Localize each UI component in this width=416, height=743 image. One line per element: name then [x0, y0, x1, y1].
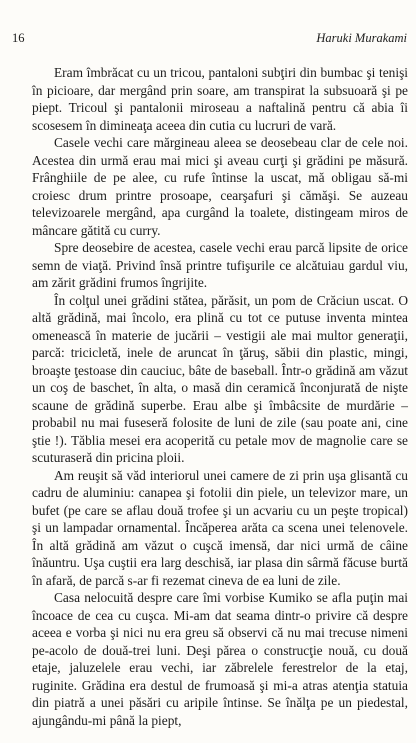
running-author: Haruki Murakami	[316, 31, 407, 45]
paragraph: Eram îmbrăcat cu un tricou, pantaloni subţiri din bumbac şi tenişi în picioare, dar mergând prin soare, am transpirat la subsuoară şi pe piept. Tricoul şi pantalonii miroseau a naftalină pentru că abia îi scosesem în dimineaţa aceea din cutia cu lucruri de vară.	[32, 65, 408, 133]
page-number: 16	[12, 31, 25, 45]
paragraph: Am reuşit să văd interiorul unei camere de zi prin uşa glisantă cu cadru de aluminiu: canapea şi fotolii din piele, un televizor mare, un bufet (pe care se aflau două trofee şi un acvariu cu un peşte tropical) şi un lampadar ornamental. Încăperea arăta ca scena unei telenovele. În altă grădină am văzut o cuşcă imensă, dar nici urmă de câine înăuntru. Uşa cuştii era larg deschisă, iar plasa din sârmă făcuse burtă în afară, de parcă s-ar fi rezemat cineva de ea luni de zile.	[32, 467, 408, 588]
body-text	[32, 64, 408, 729]
paragraph: În colţul unei grădini stătea, părăsit, un pom de Crăciun uscat. O altă grădină, mai încolo, era plină cu tot ce putuse inventa mintea omenească în materie de jucării – vestigii ale mai multor generaţii, parcă: tricicletă, inele de aruncat în ţăruş, săbii din plastic, mingi, broaşte ţestoase din cauciuc, bâte de baseball. Într-o grădină am văzut un coş de baschet, în alta, o masă din ceramică înconjurată de nişte scaune de grădină superbe. Erau albe şi îmbâcsite de murdărie – probabil nu mai fuseseră folosite de luni de zile (sau poate ani, cine ştie !). Tăblia mesei era acoperită cu petale mov de magnolie care se scuturaseră din pricina ploii.	[32, 292, 408, 465]
paragraph: Casa nelocuită despre care îmi vorbise Kumiko se afla puţin mai încoace de cea cu cuşca. Mi-am dat seama dintr-o privire că despre aceea e vorba şi nici nu era greu să observi că nu mai trecuse nimeni pe-acolo de două-trei luni. Deşi părea o construcţie nouă, cu două etaje, jaluzelele erau vechi, iar zăbrelele ferestrelor de la etaj, ruginite. Grădina era destul de frumoasă şi mi-a atras atenţia statuia din piatră a unei păsări cu aripile întinse. Se înălţa pe un piedestal, ajungându-mi până la piept,	[32, 590, 408, 728]
paragraph: Spre deosebire de acestea, casele vechi erau parcă lipsite de orice semn de viaţă. Privind însă printre tufişurile ce alcătuiau gardul viu, am zărit grădini frumos îngrijite.	[32, 240, 408, 290]
running-header	[12, 31, 407, 47]
paragraph: Casele vechi care mărgineau aleea se deosebeau clar de cele noi. Acestea din urmă erau mai mici şi aveau curţi şi grădini pe măsură. Frânghiile de pe alee, cu rufe întinse la uscat, mă obligau să-mi croiesc drum printre prosoape, cearşafuri şi cămăşi. Se auzeau televizoarele mergând, apa curgând la toalete, distingeam miros de mâncare gătită cu curry.	[32, 135, 408, 238]
